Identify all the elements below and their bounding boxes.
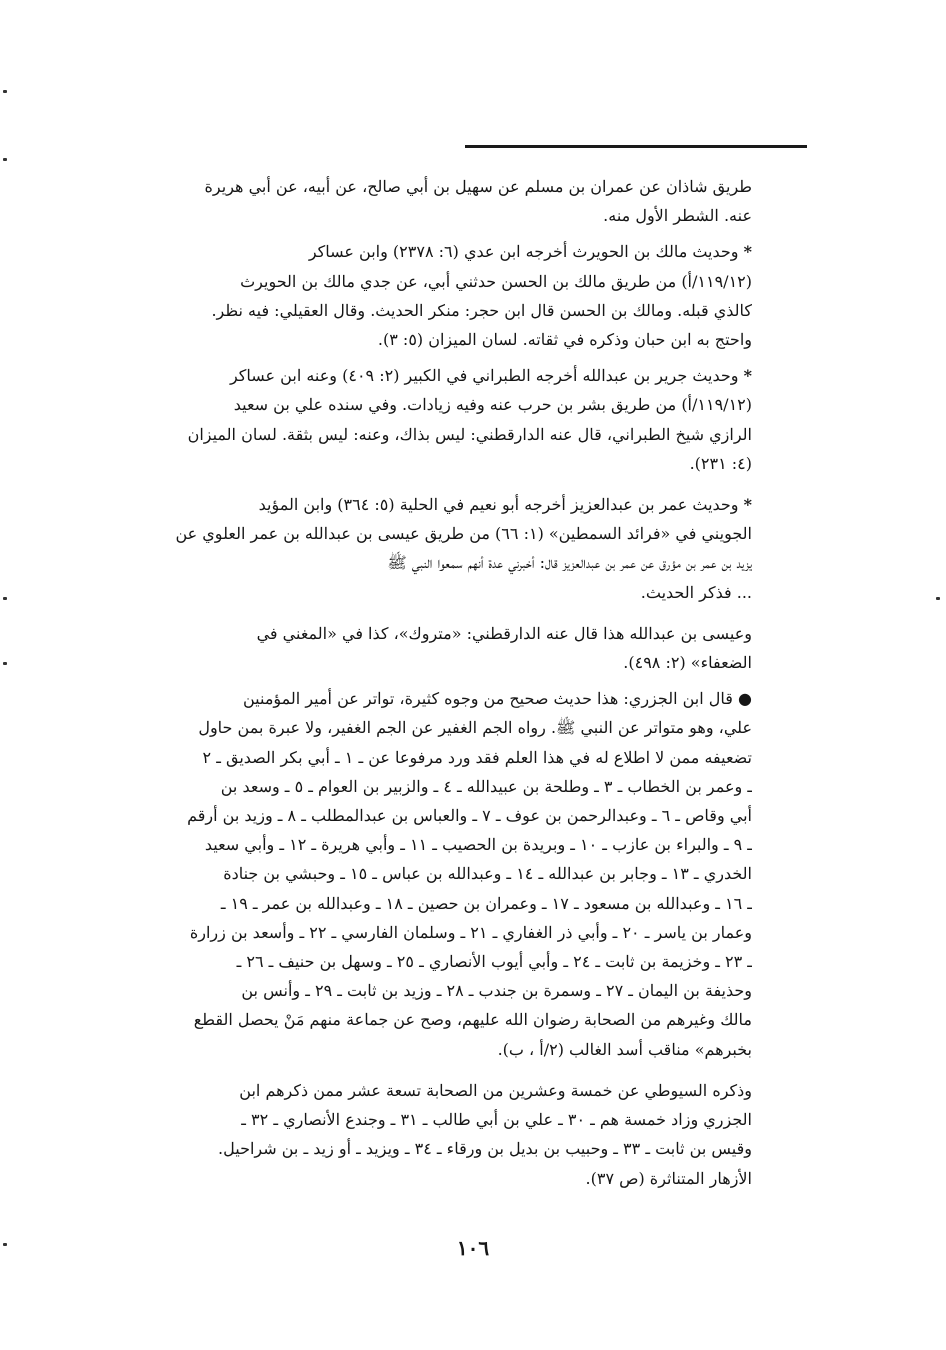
text-line: علي، وهو متواتر عن النبي ﷺ. رواه الجم الغفير عن الجم الغفير، ولا عبرة بمن حاول	[198, 718, 752, 738]
paragraph-ibn-jazari	[122, 684, 752, 1064]
scan-speck	[936, 597, 940, 600]
scan-speck	[3, 158, 7, 161]
text-line: وقيس بن ثابت ـ ٣٣ ـ وحبيب بن بديل بن ورقاء ـ ٣٤ ـ ويزيد ـ أو زيد ـ بن شراحيل.	[218, 1139, 752, 1159]
page-body	[122, 172, 752, 1200]
header-rule	[465, 145, 807, 148]
text-line: وعيسى بن عبدالله هذا قال عنه الدارقطني: «متروك»، كذا في «المغني في	[256, 623, 752, 643]
asterisk-marker: *	[743, 495, 752, 515]
text-line: * وحديث مالك بن الحويرث أخرجه ابن عدي (٦: ٢٣٧٨) وابن عساكر	[308, 242, 752, 262]
text-line: أبي وقاص ـ ٦ ـ وعبدالرحمن بن عوف ـ ٧ ـ والعباس بن عبدالمطلب ـ ٨ ـ وزيد بن أرقم	[187, 806, 752, 826]
paragraph-malik-hadith	[122, 237, 752, 354]
text-line: ● قال ابن الجزري: هذا حديث صحيح من وجوه كثيرة، تواتر عن أمير المؤمنين	[243, 689, 752, 709]
text-line: * وحديث جرير بن عبدالله أخرجه الطبراني في الكبير (٢: ٤٠٩) وعنه ابن عساكر	[229, 366, 752, 386]
asterisk-marker: *	[743, 366, 752, 386]
text-line: تضعيفه ممن لا اطلاع له في هذا العلم فقد ورد مرفوعا عن ـ ١ ـ أبي بكر الصديق ـ ٢	[202, 747, 752, 767]
paragraph-jarir-hadith	[122, 361, 752, 478]
bullet-marker: ●	[738, 689, 752, 709]
text-line: ـ ١٦ ـ وعبدالله بن مسعود ـ ١٧ ـ وعمران بن حصين ـ ١٨ ـ وعبدالله بن عمر ـ ١٩ ـ	[220, 893, 752, 913]
text-line: ـ وعمر بن الخطاب ـ ٣ ـ وطلحة بن عبيدالله ـ ٤ ـ والزبير بن العوام ـ ٥ ـ وسعد بن	[220, 776, 752, 796]
scan-speck	[3, 90, 7, 93]
asterisk-marker: *	[743, 242, 752, 262]
text-line: الجويني في «فرائد السمطين» (١: ٦٦) من طريق عيسى بن عبدالله بن عمر العلوي عن	[175, 524, 752, 544]
text-line: بخبرهم» مناقب أسد الغالب (٢/أ ، ب).	[497, 1039, 752, 1059]
text-line: وعمار بن ياسر ـ ٢٠ ـ وأبي ذر الغفاري ـ ٢١ ـ وسلمان الفارسي ـ ٢٢ ـ وأسعد بن زرارة	[189, 922, 752, 942]
scan-speck	[3, 662, 7, 665]
text-line: (١١٩/١٢/أ) من طريق بشر بن حرب عنه وفيه زيادات. وفي سنده علي بن سعيد	[233, 395, 752, 415]
text-line: (٤: ٢٣١).	[689, 453, 752, 473]
text-line: طريق شاذان عن عمران بن مسلم عن سهيل بن أبي صالح، عن أبيه، عن أبي هريرة	[204, 177, 752, 196]
text-line: الأزهار المتناثرة (ص ٣٧).	[585, 1168, 752, 1188]
text-line: ... فذكر الحديث.	[640, 582, 752, 602]
text-line: الرازي شيخ الطبراني، قال عنه الدارقطني: ليس بذاك، وعنه: ليس بثقة. لسان الميزان	[187, 424, 752, 444]
text-line: (١١٩/١٢/أ) من طريق مالك بن الحسن حدثني أبي، عن جدي مالك بن الحويرث	[240, 271, 752, 291]
text-line: ـ ٩ ـ والبراء بن عازب ـ ١٠ ـ وبريدة بن الحصيب ـ ١١ ـ وأبي هريرة ـ ١٢ ـ وأبي سعيد	[204, 835, 752, 855]
paragraph-suyuti	[122, 1076, 752, 1193]
text-line: الجزري وزاد خمسة هم ـ ٣٠ ـ علي بن أبي طالب ـ ٣١ ـ وجندع الأنصاري ـ ٣٢ ـ	[241, 1110, 752, 1130]
text-line: وحذيفة بن اليمان ـ ٢٧ ـ وسمرة بن جندب ـ ٢٨ ـ وزيد بن ثابت ـ ٢٩ ـ وأنس بن	[241, 981, 752, 1001]
paragraph-isa-note	[122, 619, 752, 677]
text-line: ـ ٢٣ ـ وخزيمة بن ثابت ـ ٢٤ ـ وأبي أيوب الأنصاري ـ ٢٥ ـ وسهل بن حنيف ـ ٢٦ ـ	[236, 952, 752, 972]
text-line: الضعفاء» (٢: ٤٩٨).	[623, 653, 752, 673]
scan-speck	[3, 1243, 7, 1246]
text-line: مالك وغيرهم من الصحابة رضوان الله عليهم، وصح عن جماعة منهم مَنْ يحصل القطع	[193, 1010, 752, 1030]
text-line: الخدري ـ ١٣ ـ وجابر بن عبدالله ـ ١٤ ـ وعبدالله بن عباس ـ ١٥ ـ وحبشي بن جنادة	[223, 864, 752, 884]
page-number: ١٠٦	[456, 1236, 490, 1260]
paragraph-umar-hadith	[122, 490, 752, 607]
text-line: عنه. الشطر الأول منه.	[603, 206, 752, 226]
text-line: * وحديث عمر بن عبدالعزيز أخرجه أبو نعيم في الحلية (٥: ٣٦٤) وابن المؤيد	[258, 495, 752, 515]
text-line: وذكره السيوطي عن خمسة وعشرين من الصحابة تسعة عشر ممن ذكرهم ابن	[239, 1080, 752, 1100]
text-line: واحتج به ابن حبان وذكره في ثقاته. لسان الميزان (٥: ٣).	[377, 330, 752, 350]
scan-speck	[3, 597, 7, 600]
paragraph-shadhan-route	[122, 172, 752, 230]
text-line: يزيد بن عمر بن مؤرق عن عمر بن عبدالعزيز قال: أخبرني عدة أنهم سمعوا النبي ﷺ	[387, 553, 752, 573]
text-line: كالذي قبله. ومالك بن الحسن قال ابن حجر: منكر الحديث. وقال العقيلي: فيه نظر.	[211, 300, 752, 320]
